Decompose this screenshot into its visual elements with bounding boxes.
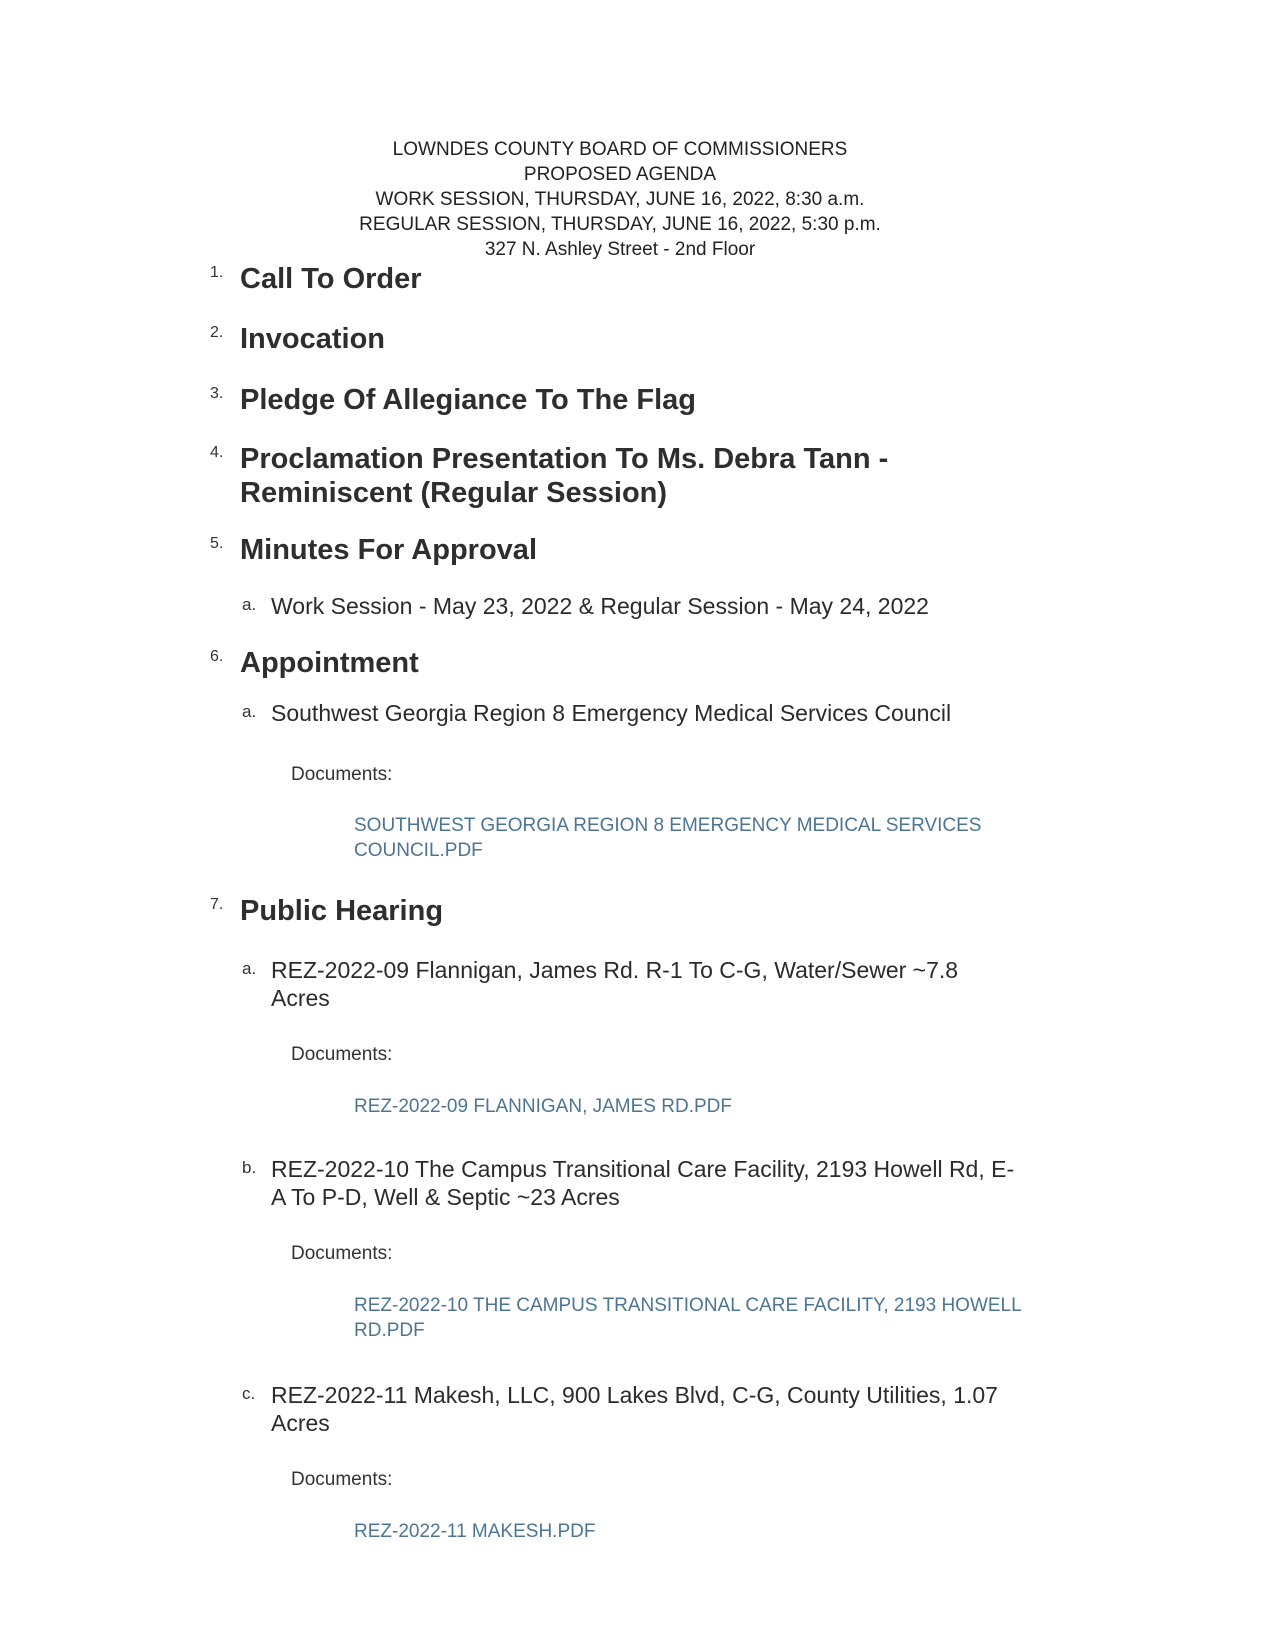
sub-item-text-line2: A To P-D, Well & Septic ~23 Acres xyxy=(271,1184,620,1210)
sub-item-letter: b. xyxy=(242,1158,257,1177)
sub-item-text-line1: REZ-2022-11 Makesh, LLC, 900 Lakes Blvd, C-G, County Utilities, 1.07 xyxy=(271,1382,998,1408)
header-regular-session: REGULAR SESSION, THURSDAY, JUNE 16, 2022, 5:30 p.m. xyxy=(359,214,881,235)
document-link-line1: REZ-2022-10 THE CAMPUS TRANSITIONAL CARE FACILITY, 2193 HOWELL xyxy=(354,1295,1022,1316)
sub-item-text-line1: REZ-2022-09 Flannigan, James Rd. R-1 To C-G, Water/Sewer ~7.8 xyxy=(271,957,959,983)
header-agenda-type: PROPOSED AGENDA xyxy=(523,164,717,185)
item-title-line2: Reminiscent (Regular Session) xyxy=(240,477,668,509)
sub-item-letter: a. xyxy=(242,595,257,614)
document-link-line1: SOUTHWEST GEORGIA REGION 8 EMERGENCY MEDICAL SERVICES xyxy=(354,815,982,836)
documents-label: Documents: xyxy=(291,1469,393,1490)
sub-item-letter: a. xyxy=(242,959,257,978)
sub-item-text-line2: Acres xyxy=(271,985,330,1011)
sub-item-letter: c. xyxy=(242,1384,256,1403)
item-number: 6. xyxy=(210,648,224,665)
item-number: 7. xyxy=(210,896,224,913)
item-title: Invocation xyxy=(240,323,386,355)
item-number: 1. xyxy=(210,264,224,281)
documents-label: Documents: xyxy=(291,1044,393,1065)
documents-label: Documents: xyxy=(291,1243,393,1264)
item-number: 4. xyxy=(210,444,224,461)
sub-item-text-line2: Acres xyxy=(271,1410,330,1436)
item-number: 2. xyxy=(210,324,224,341)
document-link-rez-2022-10[interactable] xyxy=(354,1293,1074,1343)
document-link-line2: RD.PDF xyxy=(354,1320,425,1341)
agenda-header xyxy=(0,137,1240,262)
header-work-session: WORK SESSION, THURSDAY, JUNE 16, 2022, 8:30 a.m. xyxy=(375,189,865,210)
documents-label: Documents: xyxy=(291,764,393,785)
item-title: Appointment xyxy=(240,647,419,679)
document-link-line1: REZ-2022-11 MAKESH.PDF xyxy=(354,1521,596,1542)
document-link-emsc[interactable] xyxy=(354,813,1074,863)
document-link-rez-2022-11[interactable] xyxy=(354,1519,1074,1544)
item-title: Public Hearing xyxy=(240,895,444,927)
item-title: Pledge Of Allegiance To The Flag xyxy=(240,384,697,416)
document-link-rez-2022-09[interactable] xyxy=(354,1094,1074,1119)
header-board-name: LOWNDES COUNTY BOARD OF COMMISSIONERS xyxy=(392,139,848,160)
item-number: 5. xyxy=(210,535,224,552)
document-link-line1: REZ-2022-09 FLANNIGAN, JAMES RD.PDF xyxy=(354,1096,732,1117)
sub-item-text-line1: REZ-2022-10 The Campus Transitional Care Facility, 2193 Howell Rd, E- xyxy=(271,1156,1015,1182)
item-title: Call To Order xyxy=(240,263,422,295)
item-title-line1: Proclamation Presentation To Ms. Debra Tann - xyxy=(240,443,889,475)
item-title: Minutes For Approval xyxy=(240,534,537,566)
header-address: 327 N. Ashley Street - 2nd Floor xyxy=(484,239,756,260)
sub-item-text: Work Session - May 23, 2022 & Regular Session - May 24, 2022 xyxy=(271,593,929,619)
item-number: 3. xyxy=(210,385,224,402)
sub-item-letter: a. xyxy=(242,702,257,721)
sub-item-text: Southwest Georgia Region 8 Emergency Medical Services Council xyxy=(271,700,952,726)
document-link-line2: COUNCIL.PDF xyxy=(354,840,483,861)
